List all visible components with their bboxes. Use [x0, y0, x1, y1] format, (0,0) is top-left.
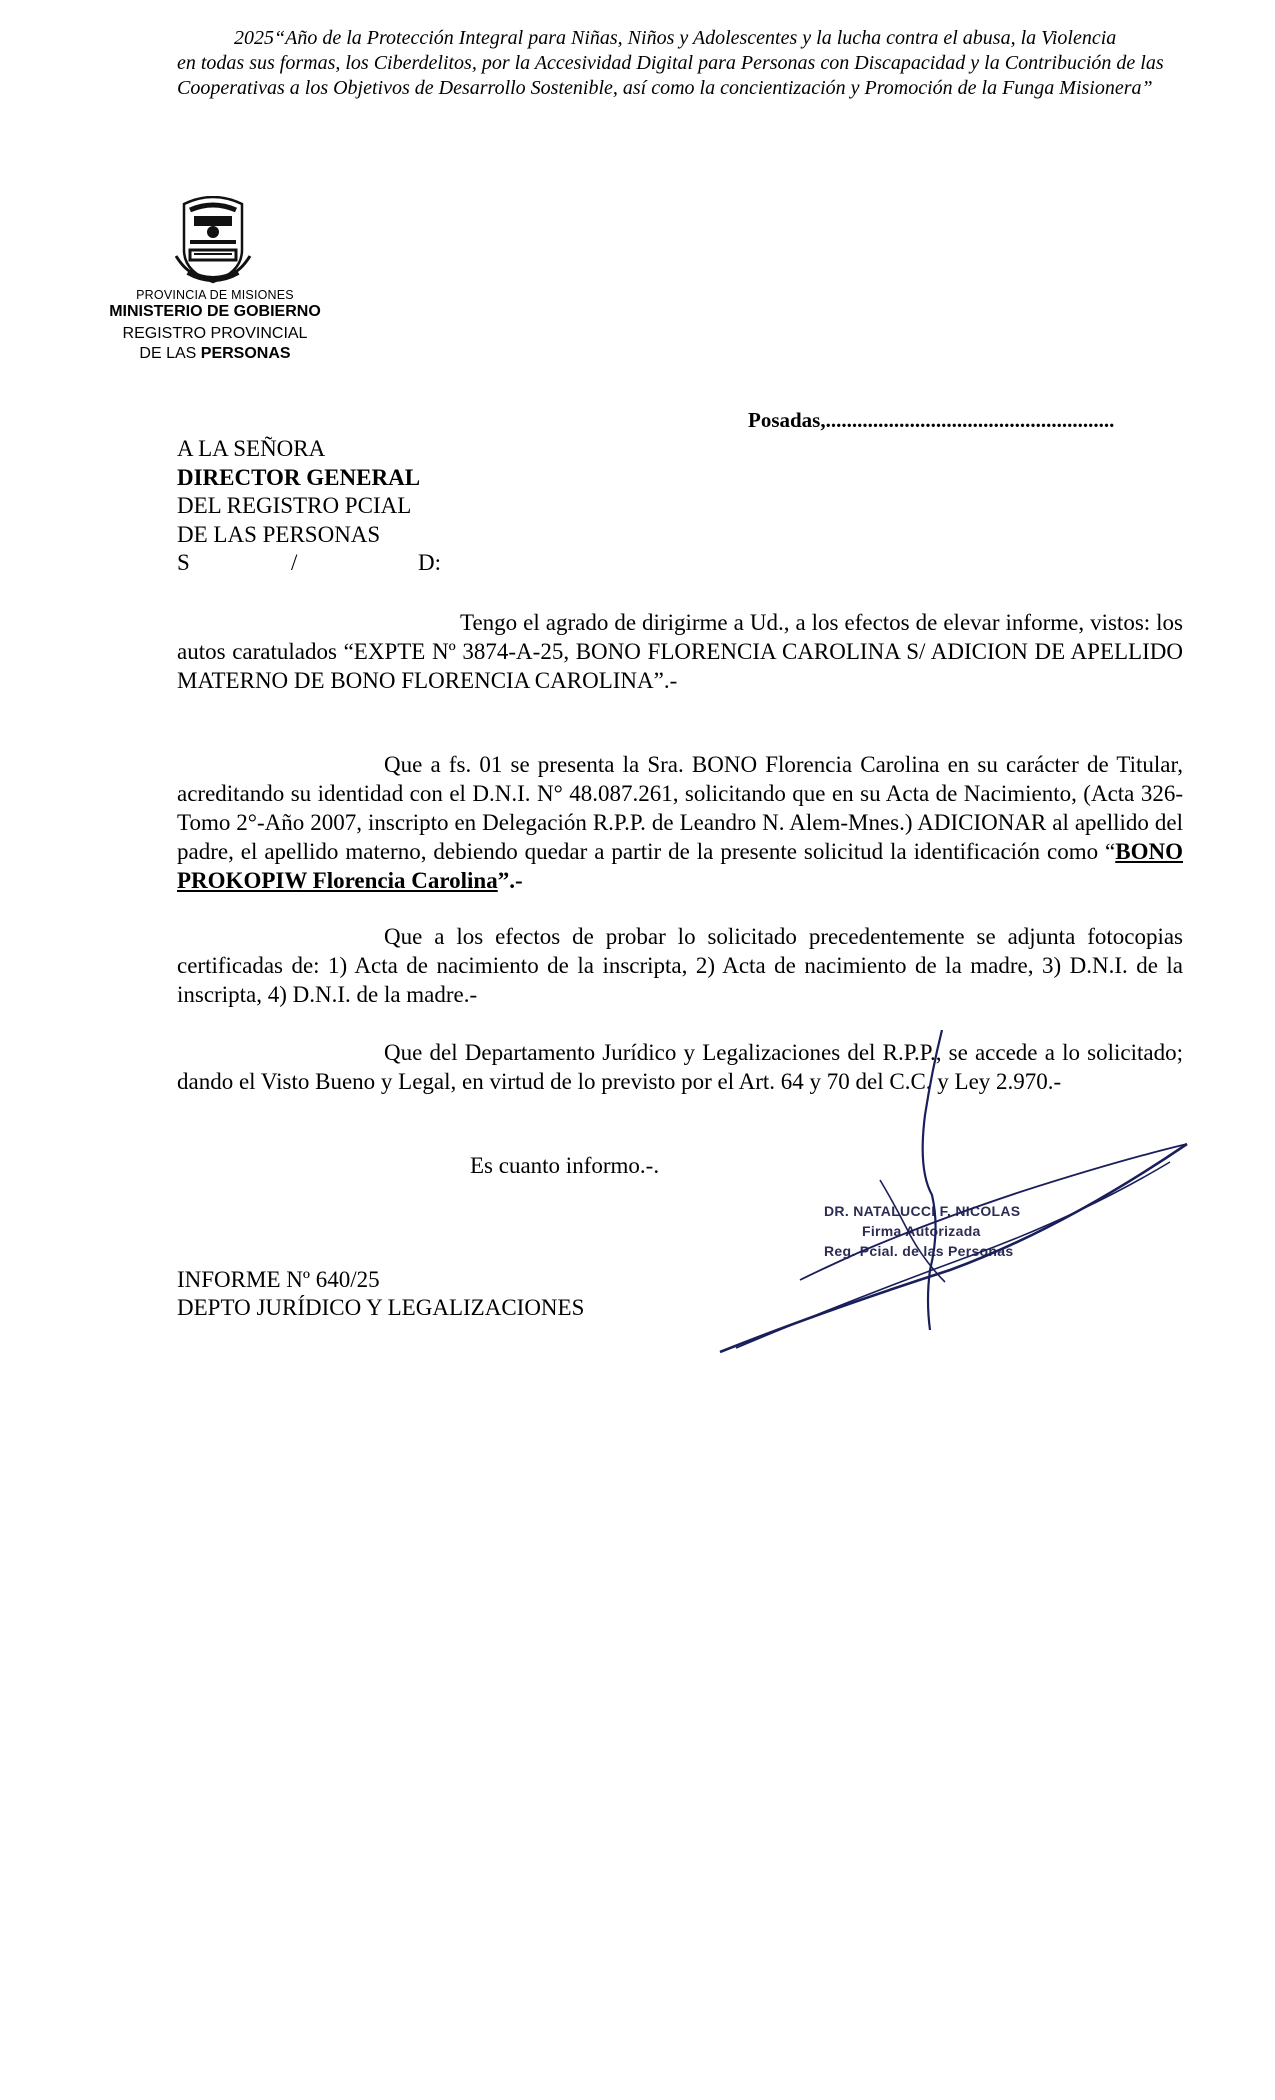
commemorative-motto — [177, 26, 1177, 101]
sd-slash: / — [291, 550, 298, 575]
report-footer — [177, 1266, 584, 1322]
paragraph-2-end: ”.- — [497, 868, 523, 893]
paragraph-3: Que a los efectos de probar lo solicitado precedentemente se adjunta fotocopias certificadas de: 1) Acta de nacimiento de la inscripta, 2) Acta de nacimiento de la madre, 3) D.N.I. de la inscripta, 4) D.N.I. de la madre.- — [177, 924, 1183, 1007]
addressee-title: DIRECTOR GENERAL — [177, 464, 421, 490]
org-registry-prefix: DE LAS — [139, 345, 197, 362]
date-line: Posadas,....................................................... — [748, 408, 1115, 432]
motto-rest: en todas sus formas, los Ciberdelitos, por la Accesividad Digital para Personas con Discapacidad y la Contribución de las Cooperativas a los Objetivos de Desarrollo Sostenible, así como la concientización y Promoción de la Funga Misionera” — [177, 52, 1164, 99]
org-ministry: MINISTERIO DE GOBIERNO — [109, 303, 321, 320]
org-registry-line2 — [90, 344, 340, 363]
sd-s: S — [177, 550, 190, 575]
organization-block — [90, 288, 340, 363]
province-seal-logo — [166, 196, 260, 286]
report-number: INFORME Nº 640/25 — [177, 1267, 380, 1292]
motto-line-1: 2025“Año de la Protección Integral para Niñas, Niños y Adolescentes y la lucha contra el abusa, la Violencia — [234, 27, 1117, 49]
closing-line: Es cuanto informo.-. — [470, 1153, 660, 1178]
paragraph-2 — [177, 750, 1183, 895]
paragraph-1: Tengo el agrado de dirigirme a Ud., a los efectos de elevar informe, vistos: los autos caratulados “EXPTE Nº 3874-A-25, BONO FLORENCIA CAROLINA S/ ADICION DE APELLIDO MATERNO DE BONO FLORENCIA CAROLINA”.- — [177, 610, 1183, 693]
addressee-block — [177, 435, 441, 584]
department-name: DEPTO JURÍDICO Y LEGALIZACIONES — [177, 1295, 585, 1320]
addressee-line3: DEL REGISTRO PCIAL — [177, 493, 412, 518]
stamp-registry: Reg. Pcial. de las Personas — [824, 1243, 1014, 1259]
org-registry-bold: PERSONAS — [200, 345, 291, 362]
sd-line — [177, 549, 441, 576]
org-registry-line1: REGISTRO PROVINCIAL — [122, 325, 308, 342]
stamp-authorized: Firma Autorizada — [862, 1223, 981, 1239]
paragraph-2-text: Que a fs. 01 se presenta la Sra. BONO Florencia Carolina en su carácter de Titular, acreditando su identidad con el D.N.I. N° 48.087.261, solicitando que en su Acta de Nacimiento, (Acta 326-Tomo 2°-Año 2007, inscripto en Delegación R.P.P. de Leandro N. Alem-Mnes.) ADICIONAR al apellido del padre, el apellido materno, debiendo quedar a partir de la presente solicitud la identificación como “ — [177, 752, 1183, 864]
resulting-name: BONO PROKOPIW Florencia Carolina — [177, 839, 1183, 893]
stamp-name: DR. NATALUCCI F. NICOLAS — [824, 1203, 1021, 1219]
addressee-line1: A LA SEÑORA — [177, 436, 326, 461]
handwritten-signature — [700, 1030, 1200, 1370]
addressee-line4: DE LAS PERSONAS — [177, 521, 381, 547]
org-province: PROVINCIA DE MISIONES — [136, 288, 294, 302]
sd-d: D: — [418, 550, 441, 575]
paragraph-4: Que del Departamento Jurídico y Legalizaciones del R.P.P., se accede a lo solicitado; dando el Visto Bueno y Legal, en virtud de lo previsto por el Art. 64 y 70 del C.C. y Ley 2.970.- — [177, 1040, 1183, 1094]
